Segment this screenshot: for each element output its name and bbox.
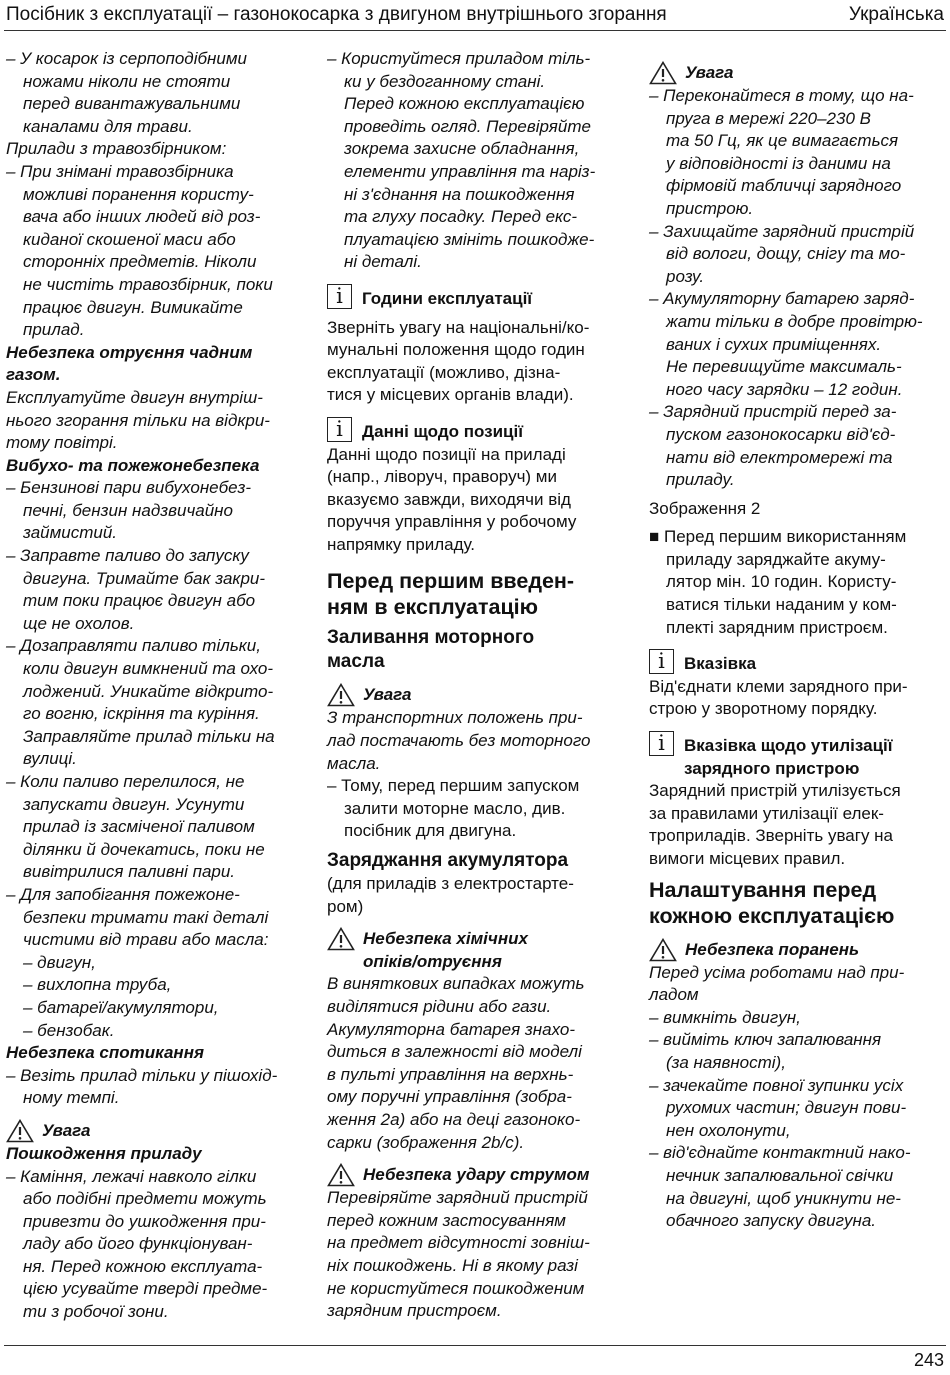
list-item: – Коли паливо перелилося, не запускати двигун. Усунути прилад із засміченої паливом ділянки й дочекатись, поки не вивітрилися паливні пари. xyxy=(6,772,265,882)
footer-divider xyxy=(4,1345,946,1346)
column-1 xyxy=(6,48,306,1324)
list-item: – Заправте паливо до запуску двигуна. Тримайте бак закри- тим поки працює двигун або ще не охолов. xyxy=(6,546,266,633)
paragraph: диться в залежності від моделі xyxy=(327,1042,582,1062)
paragraph: Перед усіма роботами над при- xyxy=(649,962,905,982)
warning-heading: Увага xyxy=(649,62,947,85)
column-2 xyxy=(327,48,627,1323)
paragraph: масла. xyxy=(327,753,381,773)
paragraph: мунальні положення щодо годин xyxy=(327,340,585,360)
warning-heading: Увага xyxy=(327,684,627,707)
paragraph: сарки (зображення 2b/c). xyxy=(327,1132,525,1152)
paragraph: перед кожним застосуванням xyxy=(327,1210,566,1230)
list-item: – Каміння, лежачі навколо гілки або подібні предмети можуть привезти до ушкодження при- ладу або його функціонуван- ня. Перед кожною експлуата- цією усувайте тверді предме- ти з робочої зони. xyxy=(6,1166,268,1322)
paragraph: Зображення 2 xyxy=(649,498,761,518)
list-item: – Користуйтеся приладом тіль- ки у бездоганному стані. Перед кожною експлуатацією проведіть огляд. Перевіряйте зокрема захисне обладнання, елементи управління та наріз- ні з'єднання на пошкодження та глуху посадку. Перед екс- плуатацією змініть пошкодже- ні деталі. xyxy=(327,49,596,272)
warning-heading: Небезпека хімічних опіків/отруєння xyxy=(327,928,627,973)
list-item: ■ Перед першим використанням приладу заряджайте акуму- лятор мін. 10 годин. Користу- ватися тільки наданим у ком- плекті зарядним пристроєм. xyxy=(649,527,907,637)
paragraph: вказуємо завжди, виходячи від xyxy=(327,489,571,509)
paragraph: напрямку приладу. xyxy=(327,534,476,554)
section-title: Перед першим введен- xyxy=(327,569,575,594)
subsection-title: Заливання моторного xyxy=(327,627,535,649)
info-heading: i Години експлуатації xyxy=(327,288,627,311)
paragraph: Від'єднати клеми зарядного при- xyxy=(649,676,908,696)
paragraph: вимоги місцевих правил. xyxy=(649,849,846,868)
list-item: – Бензинові пари вибухонебез- печні, бензин надзвичайно займистий. xyxy=(6,478,252,543)
list-item: – Акумуляторну батарею заряд- жати тільки в добре провітрю- ваних і сухих приміщеннях. Не перевищуйте максималь- ного часу зарядки – 12 годин. xyxy=(649,289,923,399)
subsection-title: масла xyxy=(327,651,385,673)
info-box-icon: i xyxy=(649,649,674,674)
paragraph: (для приладів з електростарте- xyxy=(327,874,574,894)
list-item: – від'єднайте контактний нако- нечник запалювальної свічки на двигуні, щоб уникнути не- обачного запуску двигуна. xyxy=(649,1143,911,1231)
list-item: – У косарок із серпоподібними ножами ніколи не стояти перед вивантажувальними каналами для трави. xyxy=(6,49,247,136)
info-box-icon: i xyxy=(327,284,352,309)
info-box-icon: i xyxy=(649,731,674,756)
section-heading: газом. xyxy=(6,365,61,385)
warning-triangle-icon xyxy=(327,927,355,951)
section-title: кожною експлуатацією xyxy=(649,903,895,928)
paragraph: ніх пошкоджень. Ні в якому разі xyxy=(327,1255,578,1275)
warning-heading: Увага xyxy=(6,1120,306,1143)
subsection-title: Заряджання акумулятора xyxy=(327,850,569,872)
column-3 xyxy=(649,62,947,1233)
paragraph: Данні щодо позиції на приладі xyxy=(327,444,566,464)
page-number: 243 xyxy=(913,1350,944,1370)
warning-triangle-icon xyxy=(327,1163,355,1187)
paragraph: З транспортних положень при- xyxy=(327,708,583,728)
paragraph: троприладів. Зверніть увагу на xyxy=(649,826,894,846)
paragraph: Зверніть увагу на національні/ко- xyxy=(327,317,590,337)
paragraph: Зарядний пристрій утилізується xyxy=(649,781,901,801)
paragraph: експлуатації (можливо, дізна- xyxy=(327,362,561,382)
list-item: – вимкніть двигун, xyxy=(649,1007,801,1027)
warning-heading: Небезпека поранень xyxy=(649,939,947,962)
paragraph: Акумуляторна батарея знахо- xyxy=(327,1019,576,1039)
paragraph: виділятися рідини або гази. xyxy=(327,997,552,1016)
paragraph: нього згорання тільки на відкри- xyxy=(6,410,270,430)
paragraph: зарядним пристроєм. xyxy=(327,1301,502,1321)
paragraph: лад постачають без моторного xyxy=(327,731,591,751)
warning-triangle-icon xyxy=(649,938,677,962)
paragraph: (напр., ліворуч, праворуч) ми xyxy=(327,467,557,487)
list-item: – Захищайте зарядний пристрій від вологи, дощу, снігу та мо- розу. xyxy=(649,221,915,286)
info-heading: i Вказівка щодо утилізації зарядного пристрою xyxy=(649,735,947,780)
warning-triangle-icon xyxy=(6,1119,34,1143)
paragraph: в пульті управління на верхнь- xyxy=(327,1064,574,1084)
paragraph: поруччя управління у робочому xyxy=(327,512,577,532)
list-item: – При знімані травозбірника можливі поранення користу- вача або інших людей від роз- киданої скошеної маси або сторонніх предметів. Ніколи не чистіть травозбірник, поки працює двигун. Вимикайте прилад. xyxy=(6,161,273,340)
paragraph: тися у місцевих органів влади). xyxy=(327,385,574,405)
paragraph: ладом xyxy=(649,985,699,1005)
section-heading: Небезпека спотикання xyxy=(6,1043,204,1063)
warning-triangle-icon xyxy=(649,61,677,85)
paragraph: В виняткових випадках можуть xyxy=(327,974,585,994)
list-item: – Тому, перед першим запуском залити моторне масло, див. посібник для двигуна. xyxy=(327,776,580,841)
list-item: – Переконайтеся в тому, що на- пруга в мережі 220–230 В та 50 Гц, як це вимагається у відповідності із даними на фірмовій табличці зарядного пристрою. xyxy=(649,86,914,218)
info-heading: i Вказівка xyxy=(649,653,947,676)
list-item: – Для запобігання пожежоне- безпеки тримати такі деталі чистими від трави або масла: – двигун, – вихлопна труба, – батареї/акумулятори, – бензобак. xyxy=(6,884,269,1040)
list-item: – Везіть прилад тільки у пішохід- ному темпі. xyxy=(6,1065,278,1108)
section-title: Налаштування перед xyxy=(649,877,877,902)
list-item: – Дозаправляти паливо тільки, коли двигун вимкнений та охо- лоджений. Уникайте відкрито- го вогню, іскріння та куріння. Заправляйте прилад тільки на вулиці. xyxy=(6,636,275,769)
paragraph: не користуйтеся пошкодженим xyxy=(327,1278,585,1298)
page-header xyxy=(4,2,946,31)
language-label: Українська xyxy=(848,4,944,25)
paragraph: Експлуатуйте двигун внутріш- xyxy=(6,387,263,407)
paragraph: Перевіряйте зарядний пристрій xyxy=(327,1188,588,1208)
paragraph: ому поручні управління (зобра- xyxy=(327,1087,572,1107)
document-title: Посібник з експлуатації – газонокосарка з двигуном внутрішнього згорання xyxy=(6,4,667,25)
paragraph: Прилади з травозбірником: xyxy=(6,139,227,159)
list-item: – вийміть ключ запалювання (за наявності), xyxy=(649,1030,882,1072)
section-heading: Вибухо- та пожежонебезпека xyxy=(6,455,260,475)
paragraph: на предмет відсутності зовніш- xyxy=(327,1233,590,1253)
paragraph: тому повітрі. xyxy=(6,433,118,453)
paragraph: за правилами утилізації елек- xyxy=(649,803,884,823)
list-item: – зачекайте повної зупинки усіх рухомих частин; двигун пови- нен охолонути, xyxy=(649,1075,907,1140)
paragraph: ром) xyxy=(327,896,364,916)
info-box-icon: i xyxy=(327,417,352,442)
section-title: ням в експлуатацію xyxy=(327,595,539,620)
info-heading: i Данні щодо позиції xyxy=(327,421,627,444)
warning-triangle-icon xyxy=(327,683,355,707)
section-heading: Пошкодження приладу xyxy=(6,1143,202,1163)
paragraph: ження 2а) або на деці газоноко- xyxy=(327,1109,581,1129)
paragraph: строю у зворотному порядку. xyxy=(649,699,878,719)
warning-heading: Небезпека удару струмом xyxy=(327,1164,627,1187)
section-heading: Небезпека отруєння чадним xyxy=(6,342,253,362)
list-item: – Зарядний пристрій перед за- пуском газонокосарки від'єд- нати від електромережі та приладу. xyxy=(649,402,897,490)
